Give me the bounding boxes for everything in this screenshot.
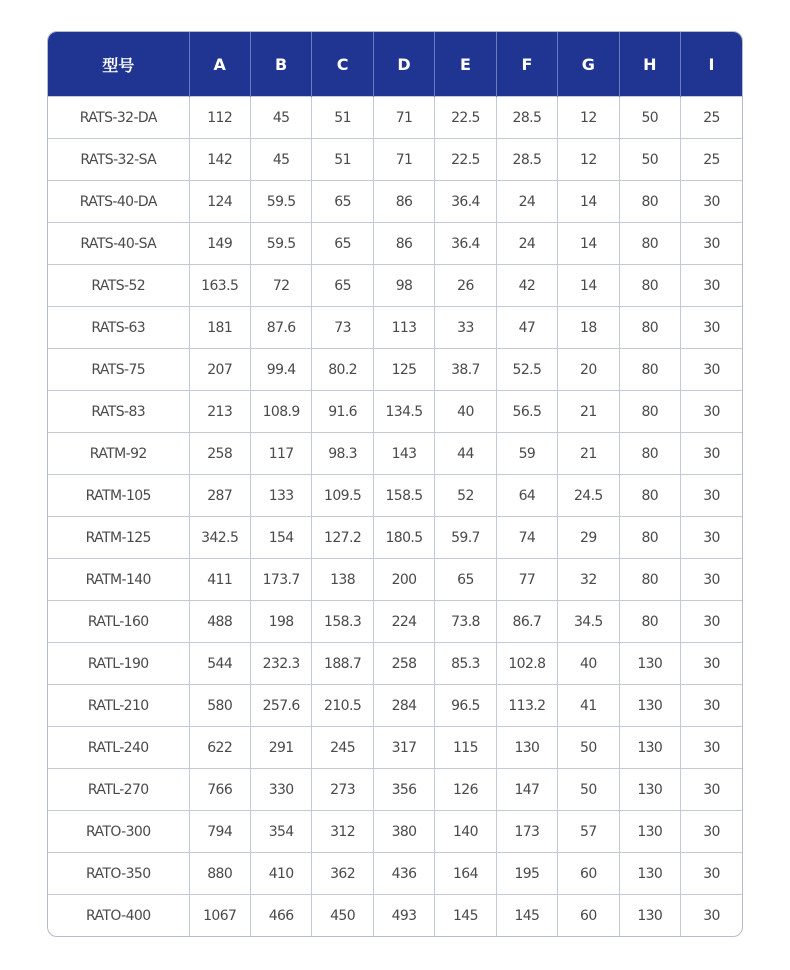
header-row bbox=[48, 32, 742, 97]
value-cell: 56.5 bbox=[496, 391, 557, 433]
table-row bbox=[48, 391, 742, 433]
table-row bbox=[48, 97, 742, 139]
value-cell: 436 bbox=[373, 853, 434, 895]
value-cell: 80 bbox=[619, 265, 680, 307]
value-cell: 28.5 bbox=[496, 139, 557, 181]
value-cell: 142 bbox=[189, 139, 250, 181]
value-cell: 80 bbox=[619, 559, 680, 601]
value-cell: 86 bbox=[373, 181, 434, 223]
header-cell-i: I bbox=[681, 32, 743, 97]
value-cell: 73 bbox=[312, 307, 373, 349]
value-cell: 493 bbox=[373, 895, 434, 937]
value-cell: 30 bbox=[681, 769, 743, 811]
value-cell: 60 bbox=[558, 895, 619, 937]
value-cell: 59.5 bbox=[250, 223, 311, 265]
value-cell: 22.5 bbox=[435, 97, 496, 139]
value-cell: 450 bbox=[312, 895, 373, 937]
table-row bbox=[48, 265, 742, 307]
header-cell-model: 型号 bbox=[48, 32, 189, 97]
value-cell: 544 bbox=[189, 643, 250, 685]
table-row bbox=[48, 601, 742, 643]
value-cell: 12 bbox=[558, 97, 619, 139]
value-cell: 30 bbox=[681, 811, 743, 853]
value-cell: 109.5 bbox=[312, 475, 373, 517]
table-row bbox=[48, 475, 742, 517]
value-cell: 80 bbox=[619, 223, 680, 265]
value-cell: 65 bbox=[312, 181, 373, 223]
model-cell: RATM-125 bbox=[48, 517, 189, 559]
table-header bbox=[48, 32, 742, 97]
value-cell: 794 bbox=[189, 811, 250, 853]
model-cell: RATS-63 bbox=[48, 307, 189, 349]
header-cell-a: A bbox=[189, 32, 250, 97]
model-cell: RATS-83 bbox=[48, 391, 189, 433]
value-cell: 126 bbox=[435, 769, 496, 811]
value-cell: 24.5 bbox=[558, 475, 619, 517]
value-cell: 143 bbox=[373, 433, 434, 475]
value-cell: 25 bbox=[681, 139, 743, 181]
value-cell: 34.5 bbox=[558, 601, 619, 643]
value-cell: 488 bbox=[189, 601, 250, 643]
value-cell: 130 bbox=[619, 853, 680, 895]
model-cell: RATS-52 bbox=[48, 265, 189, 307]
value-cell: 102.8 bbox=[496, 643, 557, 685]
header-cell-e: E bbox=[435, 32, 496, 97]
value-cell: 112 bbox=[189, 97, 250, 139]
model-cell: RATO-300 bbox=[48, 811, 189, 853]
value-cell: 50 bbox=[619, 139, 680, 181]
value-cell: 766 bbox=[189, 769, 250, 811]
value-cell: 77 bbox=[496, 559, 557, 601]
value-cell: 30 bbox=[681, 517, 743, 559]
value-cell: 50 bbox=[558, 727, 619, 769]
value-cell: 91.6 bbox=[312, 391, 373, 433]
value-cell: 622 bbox=[189, 727, 250, 769]
value-cell: 14 bbox=[558, 181, 619, 223]
value-cell: 26 bbox=[435, 265, 496, 307]
value-cell: 98 bbox=[373, 265, 434, 307]
table-row bbox=[48, 223, 742, 265]
value-cell: 30 bbox=[681, 853, 743, 895]
value-cell: 188.7 bbox=[312, 643, 373, 685]
value-cell: 200 bbox=[373, 559, 434, 601]
value-cell: 30 bbox=[681, 433, 743, 475]
table-row bbox=[48, 181, 742, 223]
header-cell-c: C bbox=[312, 32, 373, 97]
value-cell: 213 bbox=[189, 391, 250, 433]
model-cell: RATM-92 bbox=[48, 433, 189, 475]
table-row bbox=[48, 853, 742, 895]
value-cell: 380 bbox=[373, 811, 434, 853]
value-cell: 60 bbox=[558, 853, 619, 895]
value-cell: 80 bbox=[619, 517, 680, 559]
value-cell: 98.3 bbox=[312, 433, 373, 475]
value-cell: 36.4 bbox=[435, 181, 496, 223]
value-cell: 207 bbox=[189, 349, 250, 391]
value-cell: 130 bbox=[619, 643, 680, 685]
table-row bbox=[48, 307, 742, 349]
value-cell: 32 bbox=[558, 559, 619, 601]
value-cell: 80 bbox=[619, 349, 680, 391]
value-cell: 291 bbox=[250, 727, 311, 769]
value-cell: 130 bbox=[619, 811, 680, 853]
model-cell: RATO-400 bbox=[48, 895, 189, 937]
value-cell: 20 bbox=[558, 349, 619, 391]
value-cell: 30 bbox=[681, 391, 743, 433]
value-cell: 130 bbox=[619, 685, 680, 727]
value-cell: 257.6 bbox=[250, 685, 311, 727]
value-cell: 24 bbox=[496, 223, 557, 265]
model-cell: RATL-160 bbox=[48, 601, 189, 643]
model-cell: RATS-32-SA bbox=[48, 139, 189, 181]
value-cell: 163.5 bbox=[189, 265, 250, 307]
model-cell: RATS-32-DA bbox=[48, 97, 189, 139]
model-cell: RATL-240 bbox=[48, 727, 189, 769]
value-cell: 12 bbox=[558, 139, 619, 181]
value-cell: 181 bbox=[189, 307, 250, 349]
value-cell: 180.5 bbox=[373, 517, 434, 559]
value-cell: 30 bbox=[681, 643, 743, 685]
value-cell: 258 bbox=[373, 643, 434, 685]
model-cell: RATL-210 bbox=[48, 685, 189, 727]
value-cell: 158.3 bbox=[312, 601, 373, 643]
header-cell-h: H bbox=[619, 32, 680, 97]
spec-table-container bbox=[47, 31, 743, 937]
value-cell: 21 bbox=[558, 433, 619, 475]
value-cell: 80 bbox=[619, 601, 680, 643]
value-cell: 96.5 bbox=[435, 685, 496, 727]
value-cell: 73.8 bbox=[435, 601, 496, 643]
value-cell: 24 bbox=[496, 181, 557, 223]
value-cell: 14 bbox=[558, 223, 619, 265]
value-cell: 38.7 bbox=[435, 349, 496, 391]
value-cell: 40 bbox=[558, 643, 619, 685]
model-cell: RATS-40-DA bbox=[48, 181, 189, 223]
header-cell-g: G bbox=[558, 32, 619, 97]
value-cell: 117 bbox=[250, 433, 311, 475]
value-cell: 124 bbox=[189, 181, 250, 223]
value-cell: 210.5 bbox=[312, 685, 373, 727]
value-cell: 354 bbox=[250, 811, 311, 853]
value-cell: 245 bbox=[312, 727, 373, 769]
value-cell: 33 bbox=[435, 307, 496, 349]
value-cell: 80 bbox=[619, 433, 680, 475]
value-cell: 317 bbox=[373, 727, 434, 769]
value-cell: 21 bbox=[558, 391, 619, 433]
value-cell: 147 bbox=[496, 769, 557, 811]
value-cell: 30 bbox=[681, 223, 743, 265]
value-cell: 29 bbox=[558, 517, 619, 559]
table-row bbox=[48, 349, 742, 391]
value-cell: 99.4 bbox=[250, 349, 311, 391]
value-cell: 411 bbox=[189, 559, 250, 601]
table-body bbox=[48, 97, 742, 937]
value-cell: 410 bbox=[250, 853, 311, 895]
value-cell: 86.7 bbox=[496, 601, 557, 643]
value-cell: 164 bbox=[435, 853, 496, 895]
value-cell: 80 bbox=[619, 307, 680, 349]
value-cell: 50 bbox=[619, 97, 680, 139]
value-cell: 74 bbox=[496, 517, 557, 559]
value-cell: 65 bbox=[312, 223, 373, 265]
value-cell: 28.5 bbox=[496, 97, 557, 139]
model-cell: RATS-75 bbox=[48, 349, 189, 391]
value-cell: 59.7 bbox=[435, 517, 496, 559]
table-row bbox=[48, 727, 742, 769]
value-cell: 22.5 bbox=[435, 139, 496, 181]
value-cell: 134.5 bbox=[373, 391, 434, 433]
value-cell: 145 bbox=[496, 895, 557, 937]
model-cell: RATO-350 bbox=[48, 853, 189, 895]
value-cell: 30 bbox=[681, 181, 743, 223]
value-cell: 30 bbox=[681, 895, 743, 937]
value-cell: 40 bbox=[435, 391, 496, 433]
value-cell: 125 bbox=[373, 349, 434, 391]
value-cell: 51 bbox=[312, 139, 373, 181]
value-cell: 580 bbox=[189, 685, 250, 727]
value-cell: 30 bbox=[681, 349, 743, 391]
table-row bbox=[48, 139, 742, 181]
value-cell: 42 bbox=[496, 265, 557, 307]
value-cell: 145 bbox=[435, 895, 496, 937]
value-cell: 880 bbox=[189, 853, 250, 895]
value-cell: 149 bbox=[189, 223, 250, 265]
value-cell: 130 bbox=[619, 769, 680, 811]
value-cell: 127.2 bbox=[312, 517, 373, 559]
header-cell-d: D bbox=[373, 32, 434, 97]
value-cell: 45 bbox=[250, 139, 311, 181]
value-cell: 158.5 bbox=[373, 475, 434, 517]
value-cell: 342.5 bbox=[189, 517, 250, 559]
table-row bbox=[48, 769, 742, 811]
value-cell: 466 bbox=[250, 895, 311, 937]
value-cell: 133 bbox=[250, 475, 311, 517]
value-cell: 273 bbox=[312, 769, 373, 811]
value-cell: 30 bbox=[681, 265, 743, 307]
value-cell: 47 bbox=[496, 307, 557, 349]
value-cell: 36.4 bbox=[435, 223, 496, 265]
value-cell: 173 bbox=[496, 811, 557, 853]
table-row bbox=[48, 895, 742, 937]
value-cell: 113.2 bbox=[496, 685, 557, 727]
value-cell: 108.9 bbox=[250, 391, 311, 433]
value-cell: 65 bbox=[435, 559, 496, 601]
model-cell: RATL-190 bbox=[48, 643, 189, 685]
header-cell-f: F bbox=[496, 32, 557, 97]
table-row bbox=[48, 433, 742, 475]
value-cell: 287 bbox=[189, 475, 250, 517]
spec-table bbox=[48, 32, 742, 936]
value-cell: 30 bbox=[681, 685, 743, 727]
value-cell: 30 bbox=[681, 601, 743, 643]
model-cell: RATM-105 bbox=[48, 475, 189, 517]
value-cell: 115 bbox=[435, 727, 496, 769]
value-cell: 72 bbox=[250, 265, 311, 307]
value-cell: 86 bbox=[373, 223, 434, 265]
table-row bbox=[48, 643, 742, 685]
value-cell: 113 bbox=[373, 307, 434, 349]
model-cell: RATL-270 bbox=[48, 769, 189, 811]
value-cell: 173.7 bbox=[250, 559, 311, 601]
value-cell: 258 bbox=[189, 433, 250, 475]
value-cell: 71 bbox=[373, 139, 434, 181]
value-cell: 138 bbox=[312, 559, 373, 601]
value-cell: 52 bbox=[435, 475, 496, 517]
value-cell: 130 bbox=[619, 895, 680, 937]
value-cell: 65 bbox=[312, 265, 373, 307]
table-row bbox=[48, 811, 742, 853]
value-cell: 45 bbox=[250, 97, 311, 139]
value-cell: 25 bbox=[681, 97, 743, 139]
value-cell: 51 bbox=[312, 97, 373, 139]
value-cell: 130 bbox=[496, 727, 557, 769]
value-cell: 224 bbox=[373, 601, 434, 643]
value-cell: 362 bbox=[312, 853, 373, 895]
value-cell: 41 bbox=[558, 685, 619, 727]
model-cell: RATS-40-SA bbox=[48, 223, 189, 265]
header-cell-b: B bbox=[250, 32, 311, 97]
value-cell: 330 bbox=[250, 769, 311, 811]
value-cell: 154 bbox=[250, 517, 311, 559]
value-cell: 18 bbox=[558, 307, 619, 349]
value-cell: 30 bbox=[681, 559, 743, 601]
value-cell: 195 bbox=[496, 853, 557, 895]
table-row bbox=[48, 685, 742, 727]
value-cell: 85.3 bbox=[435, 643, 496, 685]
value-cell: 44 bbox=[435, 433, 496, 475]
value-cell: 1067 bbox=[189, 895, 250, 937]
value-cell: 64 bbox=[496, 475, 557, 517]
table-row bbox=[48, 559, 742, 601]
value-cell: 30 bbox=[681, 307, 743, 349]
value-cell: 50 bbox=[558, 769, 619, 811]
value-cell: 71 bbox=[373, 97, 434, 139]
value-cell: 59.5 bbox=[250, 181, 311, 223]
value-cell: 140 bbox=[435, 811, 496, 853]
value-cell: 59 bbox=[496, 433, 557, 475]
value-cell: 356 bbox=[373, 769, 434, 811]
value-cell: 130 bbox=[619, 727, 680, 769]
value-cell: 80 bbox=[619, 181, 680, 223]
model-cell: RATM-140 bbox=[48, 559, 189, 601]
value-cell: 232.3 bbox=[250, 643, 311, 685]
value-cell: 80.2 bbox=[312, 349, 373, 391]
table-row bbox=[48, 517, 742, 559]
value-cell: 57 bbox=[558, 811, 619, 853]
value-cell: 52.5 bbox=[496, 349, 557, 391]
value-cell: 30 bbox=[681, 475, 743, 517]
value-cell: 87.6 bbox=[250, 307, 311, 349]
value-cell: 80 bbox=[619, 391, 680, 433]
value-cell: 312 bbox=[312, 811, 373, 853]
value-cell: 80 bbox=[619, 475, 680, 517]
value-cell: 30 bbox=[681, 727, 743, 769]
value-cell: 14 bbox=[558, 265, 619, 307]
value-cell: 284 bbox=[373, 685, 434, 727]
value-cell: 198 bbox=[250, 601, 311, 643]
